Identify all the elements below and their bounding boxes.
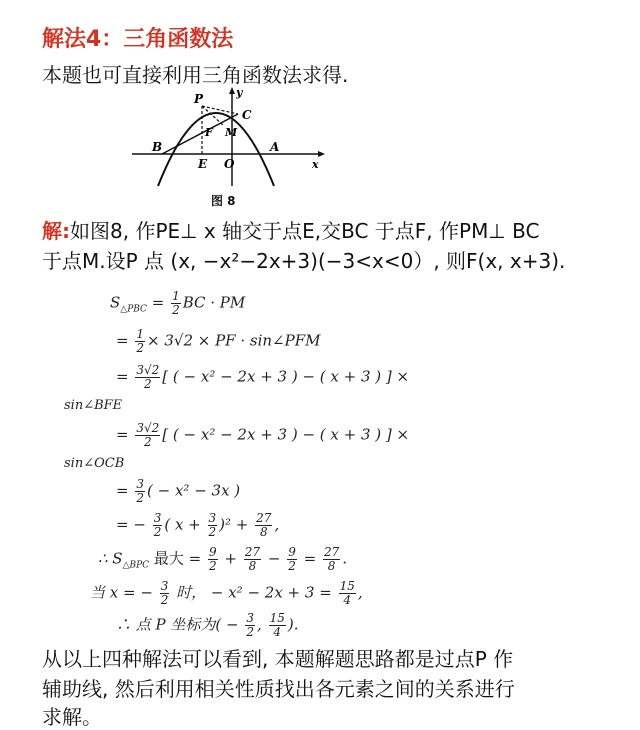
math-line-3b: sin∠BFE <box>64 398 123 413</box>
label-b: B <box>152 140 163 154</box>
label-c: C <box>242 108 252 122</box>
figure-caption: 图 8 <box>211 194 236 208</box>
y-axis-arrow <box>229 87 235 94</box>
math-line-4b: sin∠OCB <box>64 456 125 471</box>
label-a: A <box>270 140 280 154</box>
solution-line-2: 于点M.设P 点 (x, −x²−2x+3)(−3<x<0）, 则F(x, x+3). <box>42 249 566 273</box>
label-e: E <box>198 157 208 171</box>
label-y: y <box>236 86 243 99</box>
section-title: 解法4：三角函数法 <box>42 27 234 52</box>
solution-label: 解: <box>42 219 70 243</box>
intro-text: 本题也可直接利用三角函数法求得. <box>42 63 349 87</box>
label-o: O <box>224 157 235 171</box>
label-x: x <box>312 158 319 171</box>
parabola-curve <box>158 113 274 186</box>
solution-line-1 <box>42 218 539 244</box>
math-line-8: 当 x = − $\frac{3}{2}$ 时， − x² − 2x + 3 = $\frac{15}{4}$ , <box>90 579 363 607</box>
math-line-6: = − $\frac{3}{2}$ ( x + $\frac{3}{2}$ )² + $\frac{27}{8}$ , <box>116 511 280 539</box>
math-line-4: = $\frac{3√2}{2}$ [ ( − x² − 2x + 3 ) − ( x + 3 ) ] × <box>116 421 410 449</box>
math-line-9: ∴ 点 P 坐标为( − $\frac{3}{2}$ , $\frac{15}{4}$ ). <box>116 611 299 639</box>
conclusion-line-3: 求解。 <box>42 705 102 729</box>
math-line-7: ∴ $S_{\triangle BPC}$ 最大 = $\frac{9}{2}$ + $\frac{27}{8}$ − $\frac{9}{2}$ = $\frac{27}{8}$ . <box>98 545 348 573</box>
conclusion-line-2: 辅助线, 然后利用相关性质找出各元素之间的关系进行 <box>42 677 515 701</box>
label-m: M <box>225 126 238 139</box>
label-p: P <box>194 92 204 106</box>
solution-text-1: 如图8, 作PE⊥ x 轴交于点E,交BC 于点F, 作PM⊥ BC <box>70 219 540 243</box>
math-line-3: = $\frac{3√2}{2}$ [ ( − x² − 2x + 3 ) − ( x + 3 ) ] × <box>116 363 410 391</box>
math-line-2: = $\frac{1}{2}$ × 3√2 × PF · sin∠PFM <box>116 327 321 355</box>
x-axis-arrow <box>318 151 325 157</box>
math-line-5: = $\frac{3}{2}$ ( − x² − 3x ) <box>116 477 241 505</box>
conclusion-line-1: 从以上四种解法可以看到, 本题解题思路都是过点P 作 <box>42 647 514 671</box>
label-f: F <box>205 126 213 139</box>
math-line-1: $S_{\triangle PBC}$ = $\frac{1}{2}$ BC · PM <box>110 289 246 317</box>
